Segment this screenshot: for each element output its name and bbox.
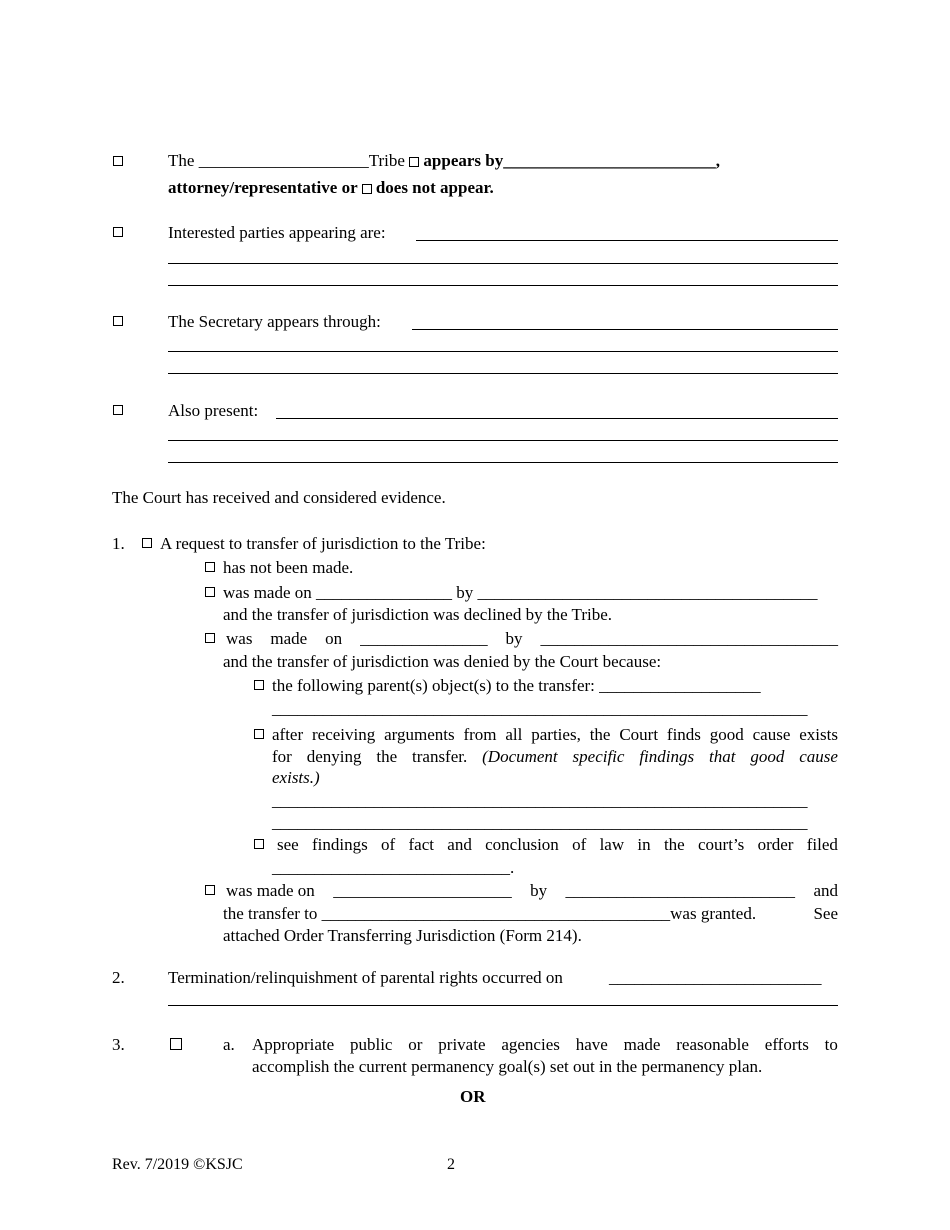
also-present-line-2[interactable] xyxy=(168,440,838,441)
tribe-checkbox[interactable] xyxy=(113,156,123,166)
secretary-line-2[interactable] xyxy=(168,351,838,352)
also-present-label: Also present: xyxy=(168,401,259,420)
granted-line-3: attached Order Transferring Jurisdiction (Form 214). xyxy=(223,926,582,945)
tribe-line-2: attorney/representative or does not appear. xyxy=(168,178,494,197)
interested-parties-label: Interested parties appearing are: xyxy=(168,223,386,242)
granted-line-1: was made on _____________________ by ___________________________ and xyxy=(226,881,838,900)
granted-checkbox[interactable] xyxy=(205,885,215,895)
good-cause-checkbox[interactable] xyxy=(254,729,264,739)
also-present-line-1[interactable] xyxy=(276,418,838,419)
findings-checkbox[interactable] xyxy=(254,839,264,849)
good-cause-line-2: for denying the transfer. (Document specific findings that good cause xyxy=(272,747,838,766)
item3-checkbox[interactable] xyxy=(170,1038,182,1050)
also-present-line-3[interactable] xyxy=(168,462,838,463)
item1-checkbox[interactable] xyxy=(142,538,152,548)
item3-line-2: accomplish the current permanency goal(s) set out in the permanency plan. xyxy=(252,1057,763,1076)
tribe-name-blank[interactable]: ____________________ xyxy=(198,151,369,170)
item3-number: 3. xyxy=(112,1035,125,1054)
item3-letter: a. xyxy=(223,1035,235,1054)
good-cause-blank-2[interactable]: _______________________________________________________________ xyxy=(272,813,808,832)
denied-line-1: was made on _______________ by ___________________________________ xyxy=(226,629,838,648)
item1-number: 1. xyxy=(112,534,125,553)
court-received-statement: The Court has received and considered evidence. xyxy=(112,488,446,507)
interested-parties-line-1[interactable] xyxy=(416,240,838,241)
good-cause-blank-1[interactable]: _______________________________________________________________ xyxy=(272,791,808,810)
termination-line-2[interactable] xyxy=(168,1005,838,1006)
interested-parties-line-3[interactable] xyxy=(168,285,838,286)
also-present-checkbox[interactable] xyxy=(113,405,123,415)
parents-object-checkbox[interactable] xyxy=(254,680,264,690)
item1-title: A request to transfer of jurisdiction to the Tribe: xyxy=(160,534,486,553)
findings-blank[interactable]: ____________________________. xyxy=(272,858,515,877)
item2-text: Termination/relinquishment of parental rights occurred on xyxy=(168,968,563,987)
good-cause-line-3: exists.) xyxy=(272,768,320,787)
parents-object-text: the following parent(s) object(s) to the transfer: ___________________ xyxy=(272,676,761,695)
appears-by-checkbox[interactable] xyxy=(409,157,419,167)
interested-parties-checkbox[interactable] xyxy=(113,227,123,237)
footer-revision: Rev. 7/2019 ©KSJC xyxy=(112,1156,243,1173)
declined-checkbox[interactable] xyxy=(205,587,215,597)
tribe-line-1: The ____________________Tribe appears by_________________________, xyxy=(168,151,720,170)
interested-parties-line-2[interactable] xyxy=(168,263,838,264)
secretary-line-1[interactable] xyxy=(412,329,838,330)
termination-date-blank[interactable]: _________________________ xyxy=(609,968,822,987)
parents-object-blank[interactable]: _______________________________________________________________ xyxy=(272,699,808,718)
findings-line-1: see findings of fact and conclusion of law in the court’s order filed xyxy=(277,835,838,854)
denied-line-2: and the transfer of jurisdiction was denied by the Court because: xyxy=(223,652,662,671)
or-label: OR xyxy=(460,1087,486,1106)
declined-line-1: was made on ________________ by ________________________________________ xyxy=(223,583,818,602)
page-number: 2 xyxy=(447,1156,455,1173)
item2-number: 2. xyxy=(112,968,125,987)
secretary-line-3[interactable] xyxy=(168,373,838,374)
not-made-checkbox[interactable] xyxy=(205,562,215,572)
granted-line-2: the transfer to _________________________________________was granted. See xyxy=(223,904,838,923)
does-not-appear-checkbox[interactable] xyxy=(362,184,372,194)
attorney-name-blank[interactable]: _________________________, xyxy=(503,151,720,170)
secretary-label: The Secretary appears through: xyxy=(168,312,381,331)
item3-line-1: Appropriate public or private agencies have made reasonable efforts to xyxy=(252,1035,838,1054)
declined-line-2: and the transfer of jurisdiction was declined by the Tribe. xyxy=(223,605,613,624)
secretary-checkbox[interactable] xyxy=(113,316,123,326)
not-made-text: has not been made. xyxy=(223,558,354,577)
good-cause-line-1: after receiving arguments from all parties, the Court finds good cause exists xyxy=(272,725,838,744)
denied-checkbox[interactable] xyxy=(205,633,215,643)
